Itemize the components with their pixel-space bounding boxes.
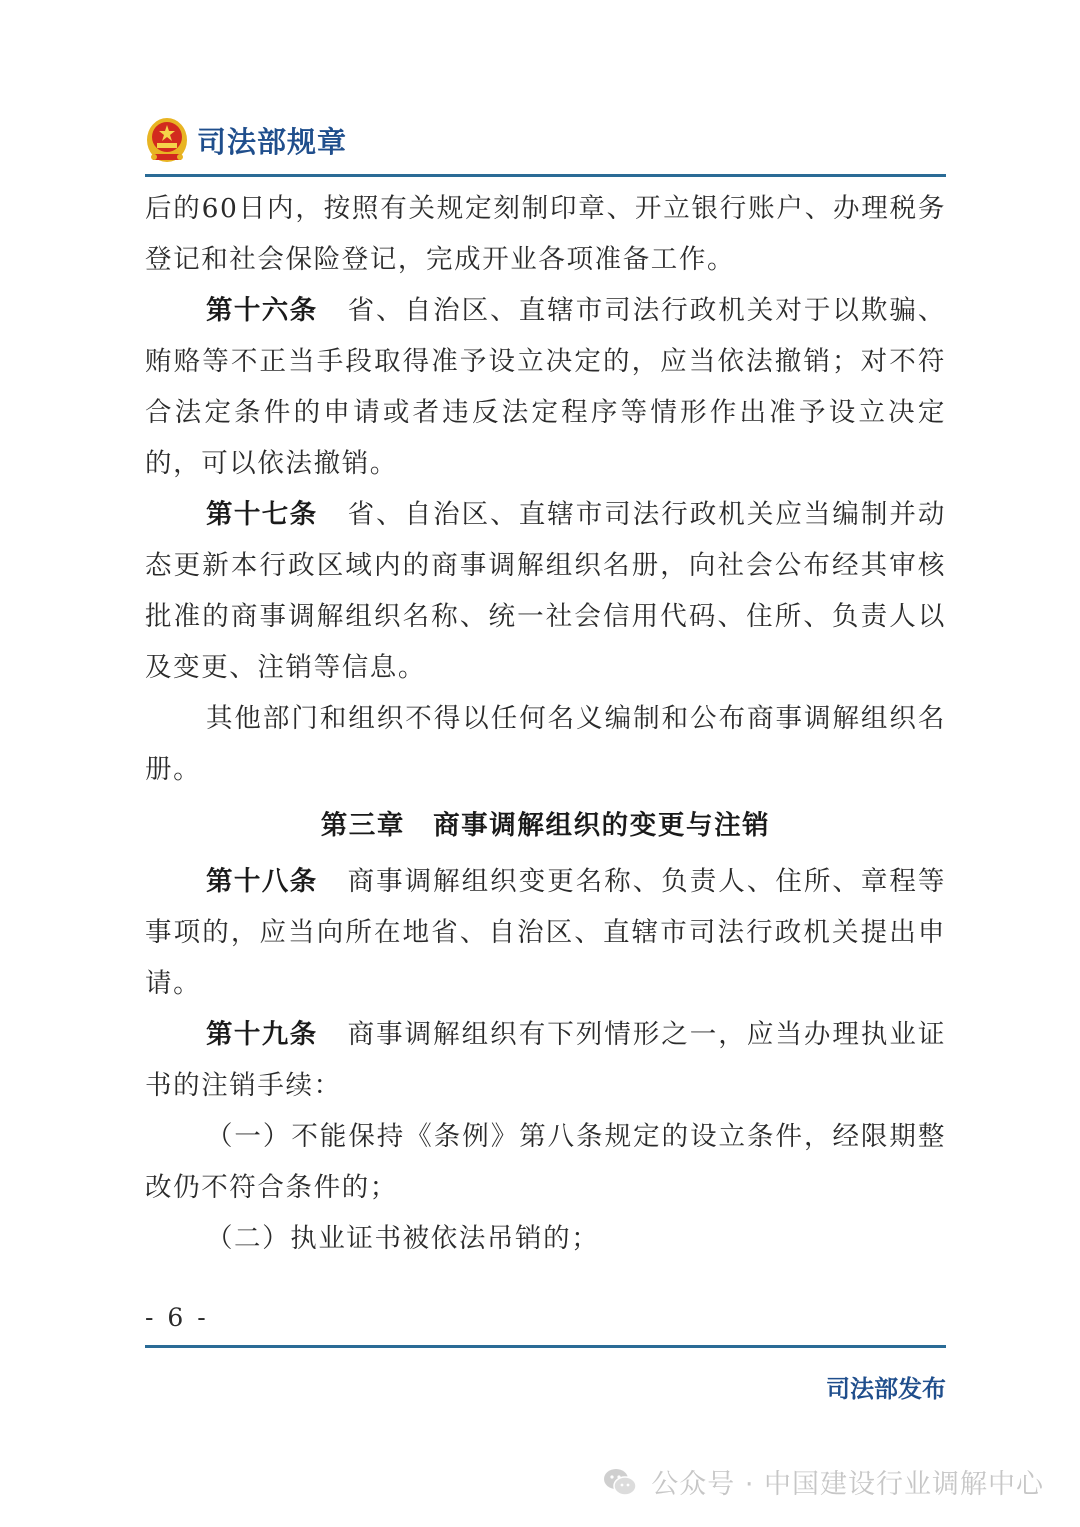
article-label: 第十六条 [205, 295, 318, 326]
page-header [145, 114, 347, 166]
article-paragraph [145, 856, 946, 1009]
watermark [603, 1462, 1044, 1501]
chapter-heading: 第三章 商事调解组织的变更与注销 [320, 810, 771, 841]
document-body [145, 183, 946, 1264]
wechat-icon [603, 1467, 637, 1497]
article-paragraph [145, 1009, 946, 1111]
article-label: 第十八条 [205, 866, 318, 897]
body-paragraph: （二）执业证书被依法吊销的； [205, 1223, 600, 1254]
national-emblem-icon [145, 116, 189, 164]
body-paragraph: 其他部门和组织不得以任何名义编制和公布商事调解组织名册。 [145, 703, 946, 785]
article-label: 第十七条 [205, 499, 318, 530]
footer-rule [145, 1345, 946, 1348]
article-text: 商事调解组织变更名称、负责人、住所、章程等事项的，应当向所在地省、自治区、直辖市司法行政机关提出申请。 [145, 866, 947, 999]
body-paragraph: （一）不能保持《条例》第八条规定的设立条件，经限期整改仍不符合条件的； [145, 1121, 946, 1203]
article-text: 省、自治区、直辖市司法行政机关对于以欺骗、贿赂等不正当手段取得准予设立决定的，应当依法撤销；对不符合法定条件的申请或者违反法定程序等情形作出准予设立决定的，可以依法撤销。 [145, 295, 947, 479]
article-paragraph [145, 489, 946, 693]
header-title: 司法部规章 [197, 124, 348, 159]
article-text: 省、自治区、直辖市司法行政机关应当编制并动态更新本行政区域内的商事调解组织名册，向社会公布经其审核批准的商事调解组织名称、统一社会信用代码、住所、负责人以及变更、注销等信息。 [145, 499, 947, 683]
article-text: 商事调解组织有下列情形之一，应当办理执业证书的注销手续： [145, 1019, 947, 1101]
article-paragraph [145, 285, 946, 489]
page-number: - 6 - [145, 1303, 209, 1332]
body-paragraph: 后的60日内，按照有关规定刻制印章、开立银行账户、办理税务登记和社会保险登记，完成开业各项准备工作。 [145, 193, 946, 275]
footer-publisher: 司法部发布 [826, 1375, 946, 1403]
article-label: 第十九条 [205, 1019, 318, 1050]
watermark-text: 公众号 · 中国建设行业调解中心 [651, 1469, 1044, 1500]
header-rule [145, 174, 946, 177]
